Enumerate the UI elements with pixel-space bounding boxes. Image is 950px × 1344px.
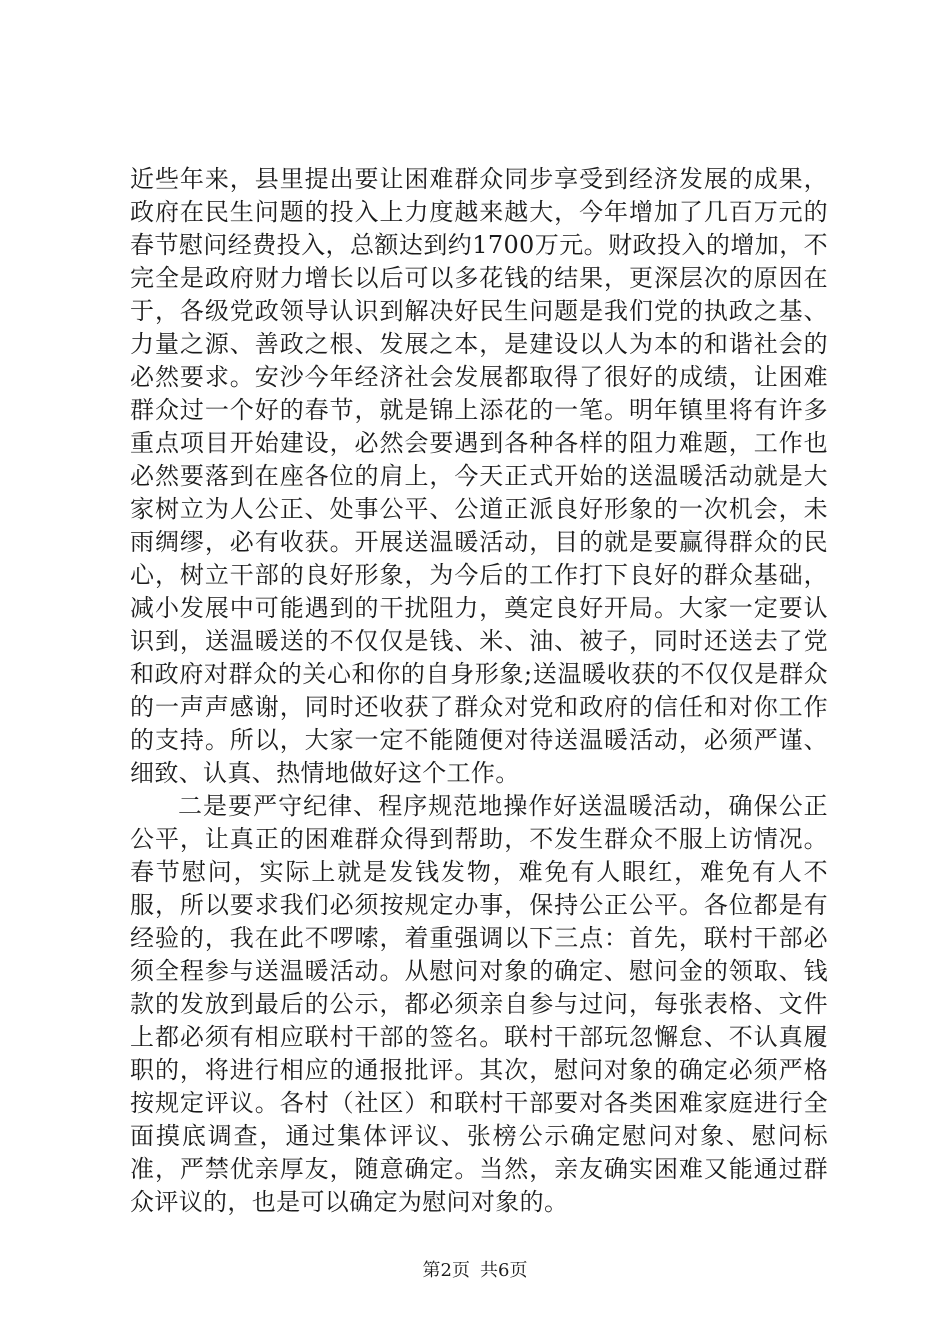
page-total: 共6页 xyxy=(480,1260,528,1281)
page-number: 第2页 xyxy=(422,1260,470,1281)
document-body xyxy=(130,163,828,1219)
paragraph-1: 近些年来，县里提出要让困难群众同步享受到经济发展的成果，政府在民生问题的投入上力度越来越大，今年增加了几百万元的春节慰问经费投入，总额达到约1700万元。财政投入的增加，不完全是政府财力增长以后可以多花钱的结果，更深层次的原因在于，各级党政领导认识到解决好民生问题是我们党的执政之基、力量之源、善政之根、发展之本，是建设以人为本的和谐社会的必然要求。安沙今年经济社会发展都取得了很好的成绩，让困难群众过一个好的春节，就是锦上添花的一笔。明年镇里将有许多重点项目开始建设，必然会要遇到各种各样的阻力难题，工作也必然要落到在座各位的肩上，今天正式开始的送温暖活动就是大家树立为人公正、处事公平、公道正派良好形象的一次机会，未雨绸缪，必有收获。开展送温暖活动，目的就是要赢得群众的民心，树立干部的良好形象，为今后的工作打下良好的群众基础，减小发展中可能遇到的干扰阻力，奠定良好开局。大家一定要认识到，送温暖送的不仅仅是钱、米、油、被子，同时还送去了党和政府对群众的关心和你的自身形象;送温暖收获的不仅仅是群众的一声声感谢，同时还收获了群众对党和政府的信任和对你工作的支持。所以，大家一定不能随便对待送温暖活动，必须严谨、细致、认真、热情地做好这个工作。 xyxy=(130,165,828,787)
page-footer xyxy=(0,1256,950,1282)
paragraph-2: 二是要严守纪律、程序规范地操作好送温暖活动，确保公正公平，让真正的困难群众得到帮助，不发生群众不服上访情况。春节慰问，实际上就是发钱发物，难免有人眼红，难免有人不服，所以要求我们必须按规定办事，保持公正公平。各位都是有经验的，我在此不啰嗦，着重强调以下三点：首先，联村干部必须全程参与送温暖活动。从慰问对象的确定、慰问金的领取、钱款的发放到最后的公示，都必须亲自参与过问，每张表格、文件上都必须有相应联村干部的签名。联村干部玩忽懈怠、不认真履职的，将进行相应的通报批评。其次，慰问对象的确定必须严格按规定评议。各村（社区）和联村干部要对各类困难家庭进行全面摸底调查，通过集体评议、张榜公示确定慰问对象、慰问标准，严禁优亲厚友，随意确定。当然，亲友确实困难又能通过群众评议的，也是可以确定为慰问对象的。 xyxy=(130,792,828,1216)
